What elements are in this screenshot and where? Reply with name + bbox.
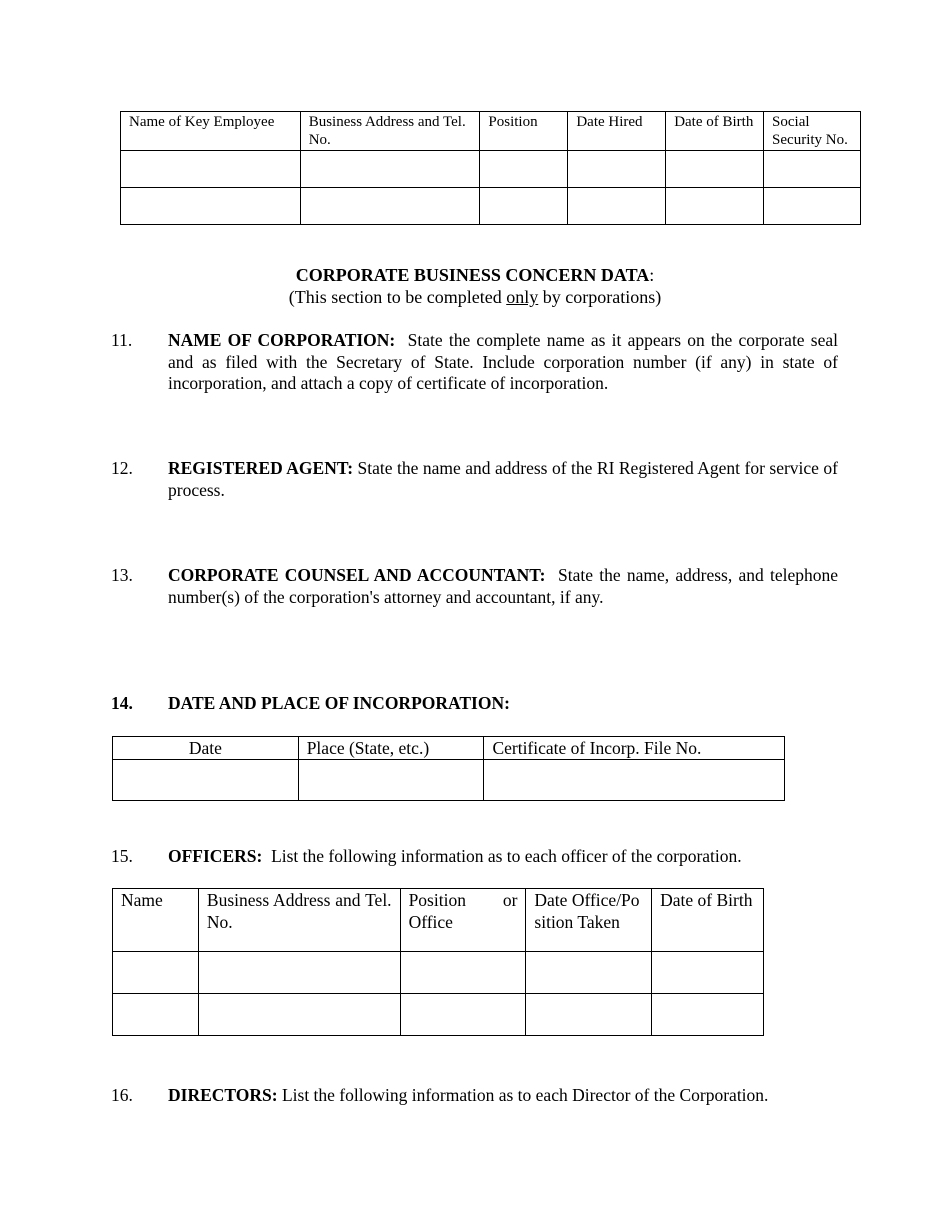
column-header: Certificate of Incorp. File No. — [484, 737, 785, 760]
table-cell[interactable] — [652, 952, 764, 994]
column-header: Place (State, etc.) — [298, 737, 484, 760]
item-text: NAME OF CORPORATION: State the complete name as it appears on the corporate seal and as filed with the Secretary of State. Include corporation number (if any) in state of incorporation, and attach a copy of certificate of incorporation. — [168, 330, 838, 393]
table-header-row — [113, 737, 785, 760]
table-cell[interactable] — [113, 994, 199, 1036]
table-cell[interactable] — [526, 952, 652, 994]
column-header: Date — [113, 737, 299, 760]
table-cell[interactable] — [666, 151, 764, 188]
item-text: CORPORATE COUNSEL AND ACCOUNTANT: State the name, address, and telephone number(s) of the corporation's attorney and accountant, if any. — [168, 565, 838, 607]
column-header: Business Address and Tel. No. — [300, 112, 480, 151]
table-cell[interactable] — [400, 994, 526, 1036]
item-label: DIRECTORS: — [168, 1085, 278, 1105]
table-cell[interactable] — [480, 151, 568, 188]
table-cell[interactable] — [121, 151, 301, 188]
table-cell[interactable] — [300, 151, 480, 188]
incorporation-table — [112, 736, 785, 801]
table-cell[interactable] — [568, 188, 666, 225]
item-number: 11. — [111, 330, 133, 350]
table-cell[interactable] — [652, 994, 764, 1036]
item-label: DATE AND PLACE OF INCORPORATION: — [168, 693, 510, 713]
table-cell[interactable] — [198, 994, 400, 1036]
item-label: OFFICERS: — [168, 846, 263, 866]
column-header: Date Hired — [568, 112, 666, 151]
table-row — [113, 952, 764, 994]
table-cell[interactable] — [764, 188, 861, 225]
section-subtitle: (This section to be completed only by corporations) — [288, 287, 662, 307]
table-cell[interactable] — [400, 952, 526, 994]
table-row — [121, 188, 861, 225]
table-row — [121, 151, 861, 188]
item-number: 13. — [111, 565, 133, 585]
column-header: Business Address and Tel. No. — [198, 889, 400, 952]
table-cell[interactable] — [121, 188, 301, 225]
column-header: Date of Birth — [666, 112, 764, 151]
table-cell[interactable] — [568, 151, 666, 188]
table-cell[interactable] — [526, 994, 652, 1036]
section-title: CORPORATE BUSINESS CONCERN DATA: — [295, 265, 655, 285]
column-header: Date of Birth — [652, 889, 764, 952]
table-header-row — [113, 889, 764, 952]
table-row — [113, 994, 764, 1036]
section-heading — [0, 264, 950, 308]
table-cell[interactable] — [198, 952, 400, 994]
table-row — [113, 760, 785, 801]
table-header-row — [121, 112, 861, 151]
table-cell[interactable] — [484, 760, 785, 801]
table-cell[interactable] — [298, 760, 484, 801]
table-cell[interactable] — [764, 151, 861, 188]
item-text: OFFICERS: List the following information as to each officer of the corporation. — [168, 846, 742, 866]
item-label: REGISTERED AGENT: — [168, 458, 354, 478]
item-text: DIRECTORS: List the following information as to each Director of the Corporation. — [168, 1085, 769, 1105]
table-cell[interactable] — [480, 188, 568, 225]
item-label: CORPORATE COUNSEL AND ACCOUNTANT: — [168, 565, 546, 585]
item-number: 15. — [111, 846, 133, 866]
column-header: Date Office/Position Taken — [526, 889, 652, 952]
table-cell[interactable] — [666, 188, 764, 225]
table-cell[interactable] — [113, 952, 199, 994]
item-text: REGISTERED AGENT: State the name and address of the RI Registered Agent for service of process. — [168, 458, 838, 500]
item-label: NAME OF CORPORATION: — [168, 330, 396, 350]
column-header: Name — [113, 889, 199, 952]
column-header: Name of Key Employee — [121, 112, 301, 151]
table-cell[interactable] — [300, 188, 480, 225]
item-number: 12. — [111, 458, 133, 478]
officers-table — [112, 888, 764, 1036]
column-header: Position or Office — [400, 889, 526, 952]
key-employee-table — [120, 111, 861, 225]
item-number: 14. — [111, 693, 133, 713]
column-header: Social Security No. — [764, 112, 861, 151]
table-cell[interactable] — [113, 760, 299, 801]
item-number: 16. — [111, 1085, 133, 1105]
column-header: Position — [480, 112, 568, 151]
